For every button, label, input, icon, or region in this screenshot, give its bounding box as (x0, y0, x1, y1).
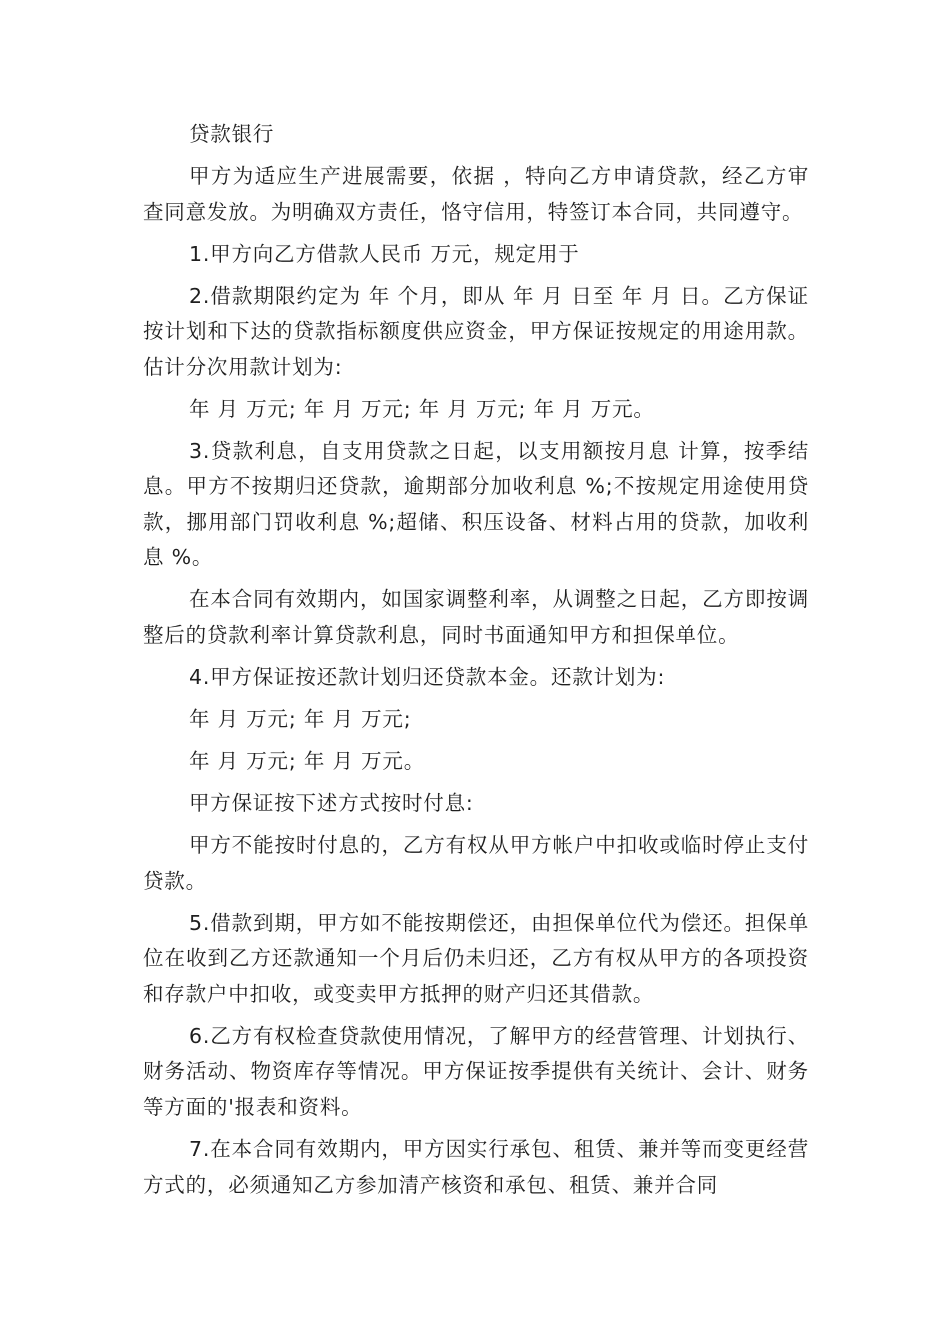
paragraph-clause-4: 4.甲方保证按还款计划归还贷款本金。还款计划为: (189, 665, 666, 690)
paragraph-clause-7: 7.在本合同有效期内，甲方因实行承包、租赁、兼并等而变更经营方式的，必须通知乙方参加清产核资和承包、租赁、兼并合同 (143, 1136, 809, 1197)
paragraph-clause-3: 3.贷款利息，自支用贷款之日起，以支用额按月息 计算，按季结息。甲方不按期归还贷款，逾期部分加收利息 %;不按规定用途使用贷款，挪用部门罚收利息 %;超储、积压设备、材料占用的贷款，加收利息 %。 (143, 438, 809, 570)
paragraph-repayment-plan-1: 年 月 万元; 年 月 万元; (189, 707, 412, 732)
paragraph-intro: 甲方为适应生产进展需要，依据 ，特向乙方申请贷款，经乙方审查同意发放。为明确双方责任，恪守信用，特签订本合同，共同遵守。 (143, 163, 809, 224)
paragraph-interest-method: 甲方保证按下述方式按时付息: (189, 791, 474, 815)
paragraph-clause-6: 6.乙方有权检查贷款使用情况，了解甲方的经营管理、计划执行、财务活动、物资库存等情况。甲方保证按季提供有关统计、会计、财务等方面的'报表和资料。 (143, 1023, 809, 1119)
paragraph-heading: 贷款银行 (189, 122, 275, 146)
paragraph-repayment-plan-2: 年 月 万元; 年 月 万元。 (189, 749, 425, 774)
paragraph-late-interest: 甲方不能按时付息的，乙方有权从甲方帐户中扣收或临时停止支付贷款。 (143, 832, 809, 893)
paragraph-clause-5: 5.借款到期，甲方如不能按期偿还，由担保单位代为偿还。担保单位在收到乙方还款通知一个月后仍未归还，乙方有权从甲方的各项投资和存款户中扣收，或变卖甲方抵押的财产归还其借款。 (143, 910, 809, 1006)
paragraph-usage-plan: 年 月 万元; 年 月 万元; 年 月 万元; 年 月 万元。 (189, 396, 655, 421)
paragraph-rate-adjustment: 在本合同有效期内，如国家调整利率，从调整之日起，乙方即按调整后的贷款利率计算贷款利息，同时书面通知甲方和担保单位。 (143, 587, 809, 648)
document-page (143, 117, 809, 1209)
paragraph-clause-1: 1.甲方向乙方借款人民币 万元，规定用于 (189, 241, 580, 266)
paragraph-clause-2: 2.借款期限约定为 年 个月，即从 年 月 日至 年 月 日。乙方保证按计划和下达的贷款指标额度供应资金，甲方保证按规定的用途用款。估计分次用款计划为: (143, 283, 809, 379)
